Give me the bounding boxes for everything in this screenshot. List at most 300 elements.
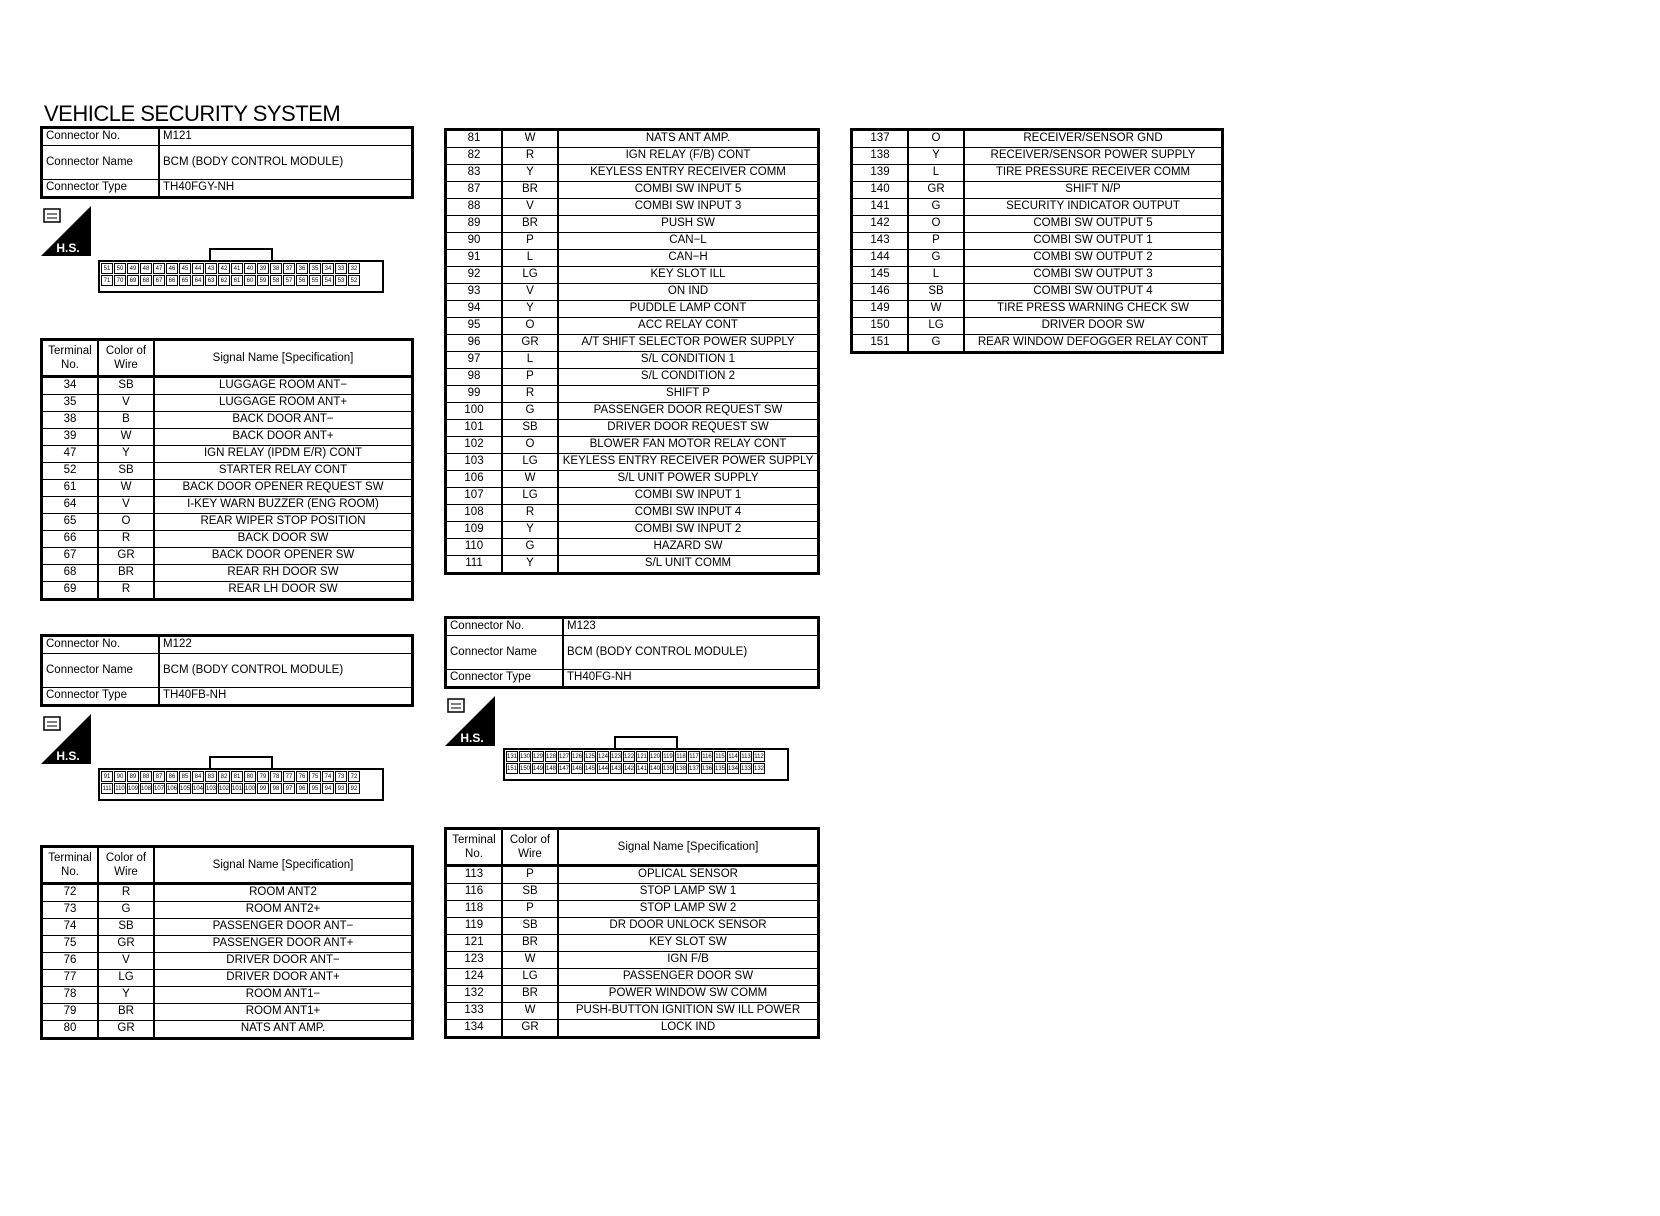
m123-connector-info <box>444 616 820 689</box>
terminal-no-cell: 103 <box>446 454 503 471</box>
table-row <box>446 918 819 935</box>
connector-pin: 130 <box>519 751 531 762</box>
connector-pin: 117 <box>688 751 700 762</box>
connector-pin: 118 <box>675 751 687 762</box>
wire-color-cell: G <box>908 250 964 267</box>
table-row <box>42 970 413 987</box>
wire-color-cell: O <box>908 216 964 233</box>
wire-color-cell: G <box>98 902 154 919</box>
terminal-no-cell: 80 <box>42 1021 99 1039</box>
wire-color-cell: V <box>98 497 154 514</box>
connector-pin: 36 <box>296 263 308 274</box>
terminal-no-cell: 38 <box>42 412 99 429</box>
terminal-no-cell: 95 <box>446 318 503 335</box>
harness-side-icon <box>445 696 495 746</box>
terminal-no-cell: 92 <box>446 267 503 284</box>
wire-color-cell: L <box>502 250 558 267</box>
signal-name-cell: POWER WINDOW SW COMM <box>558 986 819 1003</box>
wire-color-cell: V <box>98 953 154 970</box>
connector-pin: 44 <box>192 263 204 274</box>
terminal-no-cell: 107 <box>446 488 503 505</box>
signal-name-cell: STOP LAMP SW 1 <box>558 884 819 901</box>
connector-pin: 150 <box>519 763 531 774</box>
connector-pin: 143 <box>610 763 622 774</box>
connector-pin: 60 <box>244 275 256 286</box>
signal-name-cell: COMBI SW OUTPUT 1 <box>964 233 1223 250</box>
table-row <box>852 267 1223 284</box>
connector-pin: 134 <box>727 763 739 774</box>
terminal-no-cell: 96 <box>446 335 503 352</box>
signal-name-cell: COMBI SW OUTPUT 2 <box>964 250 1223 267</box>
signal-name-cell: PASSENGER DOOR ANT+ <box>154 936 413 953</box>
terminal-no-cell: 67 <box>42 548 99 565</box>
wire-color-cell: BR <box>502 935 558 952</box>
signal-name-cell: LOCK IND <box>558 1020 819 1038</box>
terminal-no-cell: 78 <box>42 987 99 1004</box>
connector-pin: 42 <box>218 263 230 274</box>
terminal-no-cell: 81 <box>446 130 503 148</box>
connector-pin: 32 <box>348 263 360 274</box>
table-row <box>446 454 819 471</box>
connector-pin: 54 <box>322 275 334 286</box>
signal-name-cell: REAR RH DOOR SW <box>154 565 413 582</box>
signal-name-cell: REAR LH DOOR SW <box>154 582 413 600</box>
wire-color-cell: R <box>502 505 558 522</box>
wire-color-cell: SB <box>98 377 154 395</box>
signal-name-cell: BACK DOOR SW <box>154 531 413 548</box>
terminal-no-cell: 64 <box>42 497 99 514</box>
connector-type-value: TH40FB-NH <box>159 688 413 706</box>
color-of-wire-header: Color of Wire <box>98 847 154 884</box>
connector-pin: 74 <box>322 771 334 782</box>
connector-pin: 114 <box>727 751 739 762</box>
signal-name-cell: SECURITY INDICATOR OUTPUT <box>964 199 1223 216</box>
connector-pin: 101 <box>231 783 243 794</box>
table-row <box>852 148 1223 165</box>
terminal-no-cell: 123 <box>446 952 503 969</box>
signal-name-cell: BACK DOOR ANT− <box>154 412 413 429</box>
connector-no-value: M121 <box>159 128 413 146</box>
wire-color-cell: P <box>502 866 558 884</box>
connector-no-value: M122 <box>159 636 413 654</box>
connector-pin: 151 <box>506 763 518 774</box>
terminal-no-cell: 61 <box>42 480 99 497</box>
terminal-no-cell: 144 <box>852 250 909 267</box>
signal-name-cell: DRIVER DOOR ANT− <box>154 953 413 970</box>
wire-color-cell: BR <box>98 565 154 582</box>
signal-name-cell: KEY SLOT ILL <box>558 267 819 284</box>
signal-name-cell: I-KEY WARN BUZZER (ENG ROOM) <box>154 497 413 514</box>
wire-color-cell: Y <box>98 446 154 463</box>
table-row <box>852 250 1223 267</box>
signal-name-cell: KEYLESS ENTRY RECEIVER COMM <box>558 165 819 182</box>
terminal-no-cell: 142 <box>852 216 909 233</box>
connector-pin: 33 <box>335 263 347 274</box>
wire-color-cell: BR <box>502 216 558 233</box>
signal-name-cell: COMBI SW OUTPUT 5 <box>964 216 1223 233</box>
signal-name-cell: RECEIVER/SENSOR POWER SUPPLY <box>964 148 1223 165</box>
table-row <box>42 446 413 463</box>
connector-pin: 78 <box>270 771 282 782</box>
wire-color-cell: B <box>98 412 154 429</box>
harness-side-icon <box>41 714 91 764</box>
connector-pin: 102 <box>218 783 230 794</box>
signal-name-cell: TIRE PRESS WARNING CHECK SW <box>964 301 1223 318</box>
connector-pin: 132 <box>753 763 765 774</box>
terminal-no-cell: 106 <box>446 471 503 488</box>
signal-name-cell: DRIVER DOOR ANT+ <box>154 970 413 987</box>
table-row <box>42 1021 413 1039</box>
connector-pin: 127 <box>558 751 570 762</box>
signal-name-cell: DRIVER DOOR SW <box>964 318 1223 335</box>
table-row <box>446 267 819 284</box>
connector-pin: 120 <box>649 751 661 762</box>
connector-pin: 142 <box>623 763 635 774</box>
table-row <box>446 199 819 216</box>
table-row <box>852 182 1223 199</box>
connector-pin: 56 <box>296 275 308 286</box>
signal-name-cell: ROOM ANT1− <box>154 987 413 1004</box>
signal-name-cell: COMBI SW INPUT 3 <box>558 199 819 216</box>
wire-color-cell: G <box>908 199 964 216</box>
terminal-no-cell: 119 <box>446 918 503 935</box>
terminal-no-cell: 121 <box>446 935 503 952</box>
terminal-no-cell: 39 <box>42 429 99 446</box>
connector-pin: 105 <box>179 783 191 794</box>
wire-color-cell: GR <box>98 548 154 565</box>
wire-color-cell: P <box>502 233 558 250</box>
wire-color-cell: Y <box>908 148 964 165</box>
connector-pin: 107 <box>153 783 165 794</box>
wire-color-cell: SB <box>502 420 558 437</box>
terminal-no-cell: 116 <box>446 884 503 901</box>
connector-pin: 123 <box>610 751 622 762</box>
connector-name-label: Connector Name <box>42 654 160 688</box>
wire-color-cell: P <box>908 233 964 250</box>
signal-name-cell: ROOM ANT1+ <box>154 1004 413 1021</box>
signal-name-cell: ON IND <box>558 284 819 301</box>
m121-connector-info <box>40 126 414 199</box>
connector-name-label: Connector Name <box>446 636 564 670</box>
terminal-no-cell: 34 <box>42 377 99 395</box>
terminal-no-cell: 138 <box>852 148 909 165</box>
connector-pin: 85 <box>179 771 191 782</box>
connector-pin: 48 <box>140 263 152 274</box>
connector-pin: 104 <box>192 783 204 794</box>
connector-pin: 71 <box>101 275 113 286</box>
signal-name-cell: IGN RELAY (F/B) CONT <box>558 148 819 165</box>
terminal-no-cell: 99 <box>446 386 503 403</box>
signal-name-cell: PASSENGER DOOR ANT− <box>154 919 413 936</box>
connector-type-value: TH40FGY-NH <box>159 180 413 198</box>
terminal-no-cell: 133 <box>446 1003 503 1020</box>
wire-color-cell: L <box>908 165 964 182</box>
table-row <box>42 377 413 395</box>
m123-terminal-table-a <box>444 827 820 1039</box>
connector-pin: 135 <box>714 763 726 774</box>
terminal-no-cell: 141 <box>852 199 909 216</box>
m122-connector-info <box>40 634 414 707</box>
wire-color-cell: LG <box>502 454 558 471</box>
table-row <box>852 130 1223 148</box>
connector-pin: 87 <box>153 771 165 782</box>
connector-pin: 113 <box>740 751 752 762</box>
wire-color-cell: GR <box>908 182 964 199</box>
signal-name-cell: COMBI SW INPUT 5 <box>558 182 819 199</box>
connector-pin: 64 <box>192 275 204 286</box>
signal-name-cell: LUGGAGE ROOM ANT+ <box>154 395 413 412</box>
table-row <box>446 1003 819 1020</box>
signal-name-cell: SHIFT P <box>558 386 819 403</box>
table-row <box>446 335 819 352</box>
connector-pin: 125 <box>584 751 596 762</box>
table-row <box>852 301 1223 318</box>
connector-pin: 84 <box>192 771 204 782</box>
connector-pin: 38 <box>270 263 282 274</box>
terminal-no-header: Terminal No. <box>446 829 503 866</box>
color-of-wire-header: Color of Wire <box>98 340 154 377</box>
wire-color-cell: R <box>98 884 154 902</box>
connector-pin: 119 <box>662 751 674 762</box>
table-row <box>446 522 819 539</box>
terminal-no-header: Terminal No. <box>42 340 99 377</box>
terminal-no-cell: 52 <box>42 463 99 480</box>
connector-pin: 57 <box>283 275 295 286</box>
terminal-no-cell: 110 <box>446 539 503 556</box>
connector-pin: 122 <box>623 751 635 762</box>
connector-pin: 148 <box>545 763 557 774</box>
table-row <box>446 488 819 505</box>
terminal-no-cell: 65 <box>42 514 99 531</box>
table-row <box>446 1020 819 1038</box>
terminal-no-cell: 111 <box>446 556 503 574</box>
signal-name-cell: NATS ANT AMP. <box>558 130 819 148</box>
connector-pin: 99 <box>257 783 269 794</box>
wire-color-cell: V <box>502 284 558 301</box>
signal-name-cell: ROOM ANT2+ <box>154 902 413 919</box>
signal-name-cell: S/L UNIT POWER SUPPLY <box>558 471 819 488</box>
signal-name-cell: STARTER RELAY CONT <box>154 463 413 480</box>
wire-color-cell: R <box>98 582 154 600</box>
connector-pin: 124 <box>597 751 609 762</box>
connector-no-label: Connector No. <box>446 618 564 636</box>
terminal-no-cell: 72 <box>42 884 99 902</box>
table-row <box>446 369 819 386</box>
table-row <box>446 284 819 301</box>
connector-name-value: BCM (BODY CONTROL MODULE) <box>159 146 413 180</box>
connector-pin: 141 <box>636 763 648 774</box>
wire-color-cell: Y <box>502 165 558 182</box>
terminal-no-cell: 93 <box>446 284 503 301</box>
terminal-no-cell: 149 <box>852 301 909 318</box>
signal-name-cell: IGN F/B <box>558 952 819 969</box>
wire-color-cell: Y <box>502 301 558 318</box>
connector-pin: 147 <box>558 763 570 774</box>
terminal-no-cell: 109 <box>446 522 503 539</box>
wire-color-cell: O <box>502 318 558 335</box>
connector-pin: 50 <box>114 263 126 274</box>
wire-color-cell: W <box>98 429 154 446</box>
table-row <box>446 403 819 420</box>
signal-name-cell: A/T SHIFT SELECTOR POWER SUPPLY <box>558 335 819 352</box>
table-row <box>42 987 413 1004</box>
wire-color-cell: LG <box>502 488 558 505</box>
connector-pin: 144 <box>597 763 609 774</box>
wire-color-cell: G <box>908 335 964 353</box>
terminal-no-cell: 118 <box>446 901 503 918</box>
connector-pin: 75 <box>309 771 321 782</box>
terminal-no-cell: 90 <box>446 233 503 250</box>
connector-pin: 67 <box>153 275 165 286</box>
terminal-no-cell: 101 <box>446 420 503 437</box>
table-row <box>852 233 1223 250</box>
table-row <box>446 539 819 556</box>
connector-pin: 62 <box>218 275 230 286</box>
wire-color-cell: LG <box>98 970 154 987</box>
connector-type-label: Connector Type <box>42 688 160 706</box>
wire-color-cell: W <box>502 1003 558 1020</box>
table-row <box>446 935 819 952</box>
hs-label: H.S. <box>460 731 484 745</box>
connector-pin: 138 <box>675 763 687 774</box>
connector-pin: 131 <box>506 751 518 762</box>
wire-color-cell: GR <box>502 1020 558 1038</box>
signal-name-cell: PASSENGER DOOR REQUEST SW <box>558 403 819 420</box>
table-row <box>852 216 1223 233</box>
signal-name-cell: DR DOOR UNLOCK SENSOR <box>558 918 819 935</box>
wire-color-cell: GR <box>98 936 154 953</box>
wire-color-cell: SB <box>502 884 558 901</box>
wire-color-cell: LG <box>908 318 964 335</box>
table-row <box>42 412 413 429</box>
signal-name-cell: SHIFT N/P <box>964 182 1223 199</box>
connector-pin: 80 <box>244 771 256 782</box>
terminal-no-cell: 73 <box>42 902 99 919</box>
terminal-no-cell: 137 <box>852 130 909 148</box>
m123-terminal-table-b <box>850 128 1224 354</box>
connector-pin: 116 <box>701 751 713 762</box>
terminal-no-cell: 91 <box>446 250 503 267</box>
terminal-no-cell: 143 <box>852 233 909 250</box>
terminal-no-cell: 66 <box>42 531 99 548</box>
connector-pin: 69 <box>127 275 139 286</box>
connector-pin: 55 <box>309 275 321 286</box>
connector-pin: 59 <box>257 275 269 286</box>
wire-color-cell: O <box>502 437 558 454</box>
signal-name-cell: COMBI SW INPUT 2 <box>558 522 819 539</box>
terminal-no-cell: 98 <box>446 369 503 386</box>
connector-pin: 98 <box>270 783 282 794</box>
connector-name-value: BCM (BODY CONTROL MODULE) <box>563 636 819 670</box>
table-row <box>852 199 1223 216</box>
terminal-no-cell: 139 <box>852 165 909 182</box>
wire-color-cell: G <box>502 403 558 420</box>
wire-color-cell: L <box>908 267 964 284</box>
connector-pin: 103 <box>205 783 217 794</box>
wire-color-cell: Y <box>502 522 558 539</box>
connector-pin: 47 <box>153 263 165 274</box>
table-row <box>42 548 413 565</box>
signal-name-cell: COMBI SW INPUT 4 <box>558 505 819 522</box>
wire-color-cell: SB <box>908 284 964 301</box>
connector-pin: 61 <box>231 275 243 286</box>
connector-no-label: Connector No. <box>42 128 160 146</box>
table-row <box>446 986 819 1003</box>
table-row <box>446 969 819 986</box>
terminal-no-cell: 146 <box>852 284 909 301</box>
table-row <box>42 514 413 531</box>
m122-terminal-table-a <box>40 845 414 1040</box>
wire-color-cell: R <box>502 386 558 403</box>
terminal-no-cell: 47 <box>42 446 99 463</box>
connector-pin: 96 <box>296 783 308 794</box>
signal-name-cell: BACK DOOR ANT+ <box>154 429 413 446</box>
connector-pin: 109 <box>127 783 139 794</box>
connector-pin: 112 <box>753 751 765 762</box>
signal-name-cell: S/L UNIT COMM <box>558 556 819 574</box>
wire-color-cell: W <box>502 130 558 148</box>
wire-color-cell: O <box>908 130 964 148</box>
connector-no-value: M123 <box>563 618 819 636</box>
signal-name-cell: REAR WINDOW DEFOGGER RELAY CONT <box>964 335 1223 353</box>
table-row <box>42 429 413 446</box>
wire-color-cell: BR <box>502 182 558 199</box>
signal-name-cell: DRIVER DOOR REQUEST SW <box>558 420 819 437</box>
table-row <box>852 335 1223 353</box>
terminal-no-cell: 87 <box>446 182 503 199</box>
terminal-no-cell: 79 <box>42 1004 99 1021</box>
table-row <box>42 480 413 497</box>
signal-name-cell: TIRE PRESSURE RECEIVER COMM <box>964 165 1223 182</box>
wire-color-cell: GR <box>502 335 558 352</box>
connector-pin: 108 <box>140 783 152 794</box>
table-row <box>42 1004 413 1021</box>
signal-name-cell: PUDDLE LAMP CONT <box>558 301 819 318</box>
connector-pin: 133 <box>740 763 752 774</box>
signal-name-cell: COMBI SW OUTPUT 4 <box>964 284 1223 301</box>
wire-color-cell: W <box>98 480 154 497</box>
connector-pin: 81 <box>231 771 243 782</box>
wire-color-cell: GR <box>98 1021 154 1039</box>
connector-name-label: Connector Name <box>42 146 160 180</box>
table-row <box>446 866 819 884</box>
table-row <box>446 233 819 250</box>
connector-pin: 139 <box>662 763 674 774</box>
terminal-no-cell: 102 <box>446 437 503 454</box>
wire-color-cell: W <box>908 301 964 318</box>
connector-pin: 51 <box>101 263 113 274</box>
table-row <box>446 250 819 267</box>
signal-name-cell: NATS ANT AMP. <box>154 1021 413 1039</box>
connector-pin: 97 <box>283 783 295 794</box>
connector-pin: 76 <box>296 771 308 782</box>
wire-color-cell: V <box>98 395 154 412</box>
table-row <box>42 953 413 970</box>
connector-pin: 106 <box>166 783 178 794</box>
connector-pin: 146 <box>571 763 583 774</box>
terminal-no-cell: 145 <box>852 267 909 284</box>
table-row <box>852 165 1223 182</box>
terminal-no-cell: 77 <box>42 970 99 987</box>
signal-name-cell: KEYLESS ENTRY RECEIVER POWER SUPPLY <box>558 454 819 471</box>
table-row <box>852 318 1223 335</box>
connector-pin: 73 <box>335 771 347 782</box>
signal-name-cell: ACC RELAY CONT <box>558 318 819 335</box>
connector-type-value: TH40FG-NH <box>563 670 819 688</box>
terminal-no-cell: 88 <box>446 199 503 216</box>
wire-color-cell: P <box>502 901 558 918</box>
connector-pin: 128 <box>545 751 557 762</box>
